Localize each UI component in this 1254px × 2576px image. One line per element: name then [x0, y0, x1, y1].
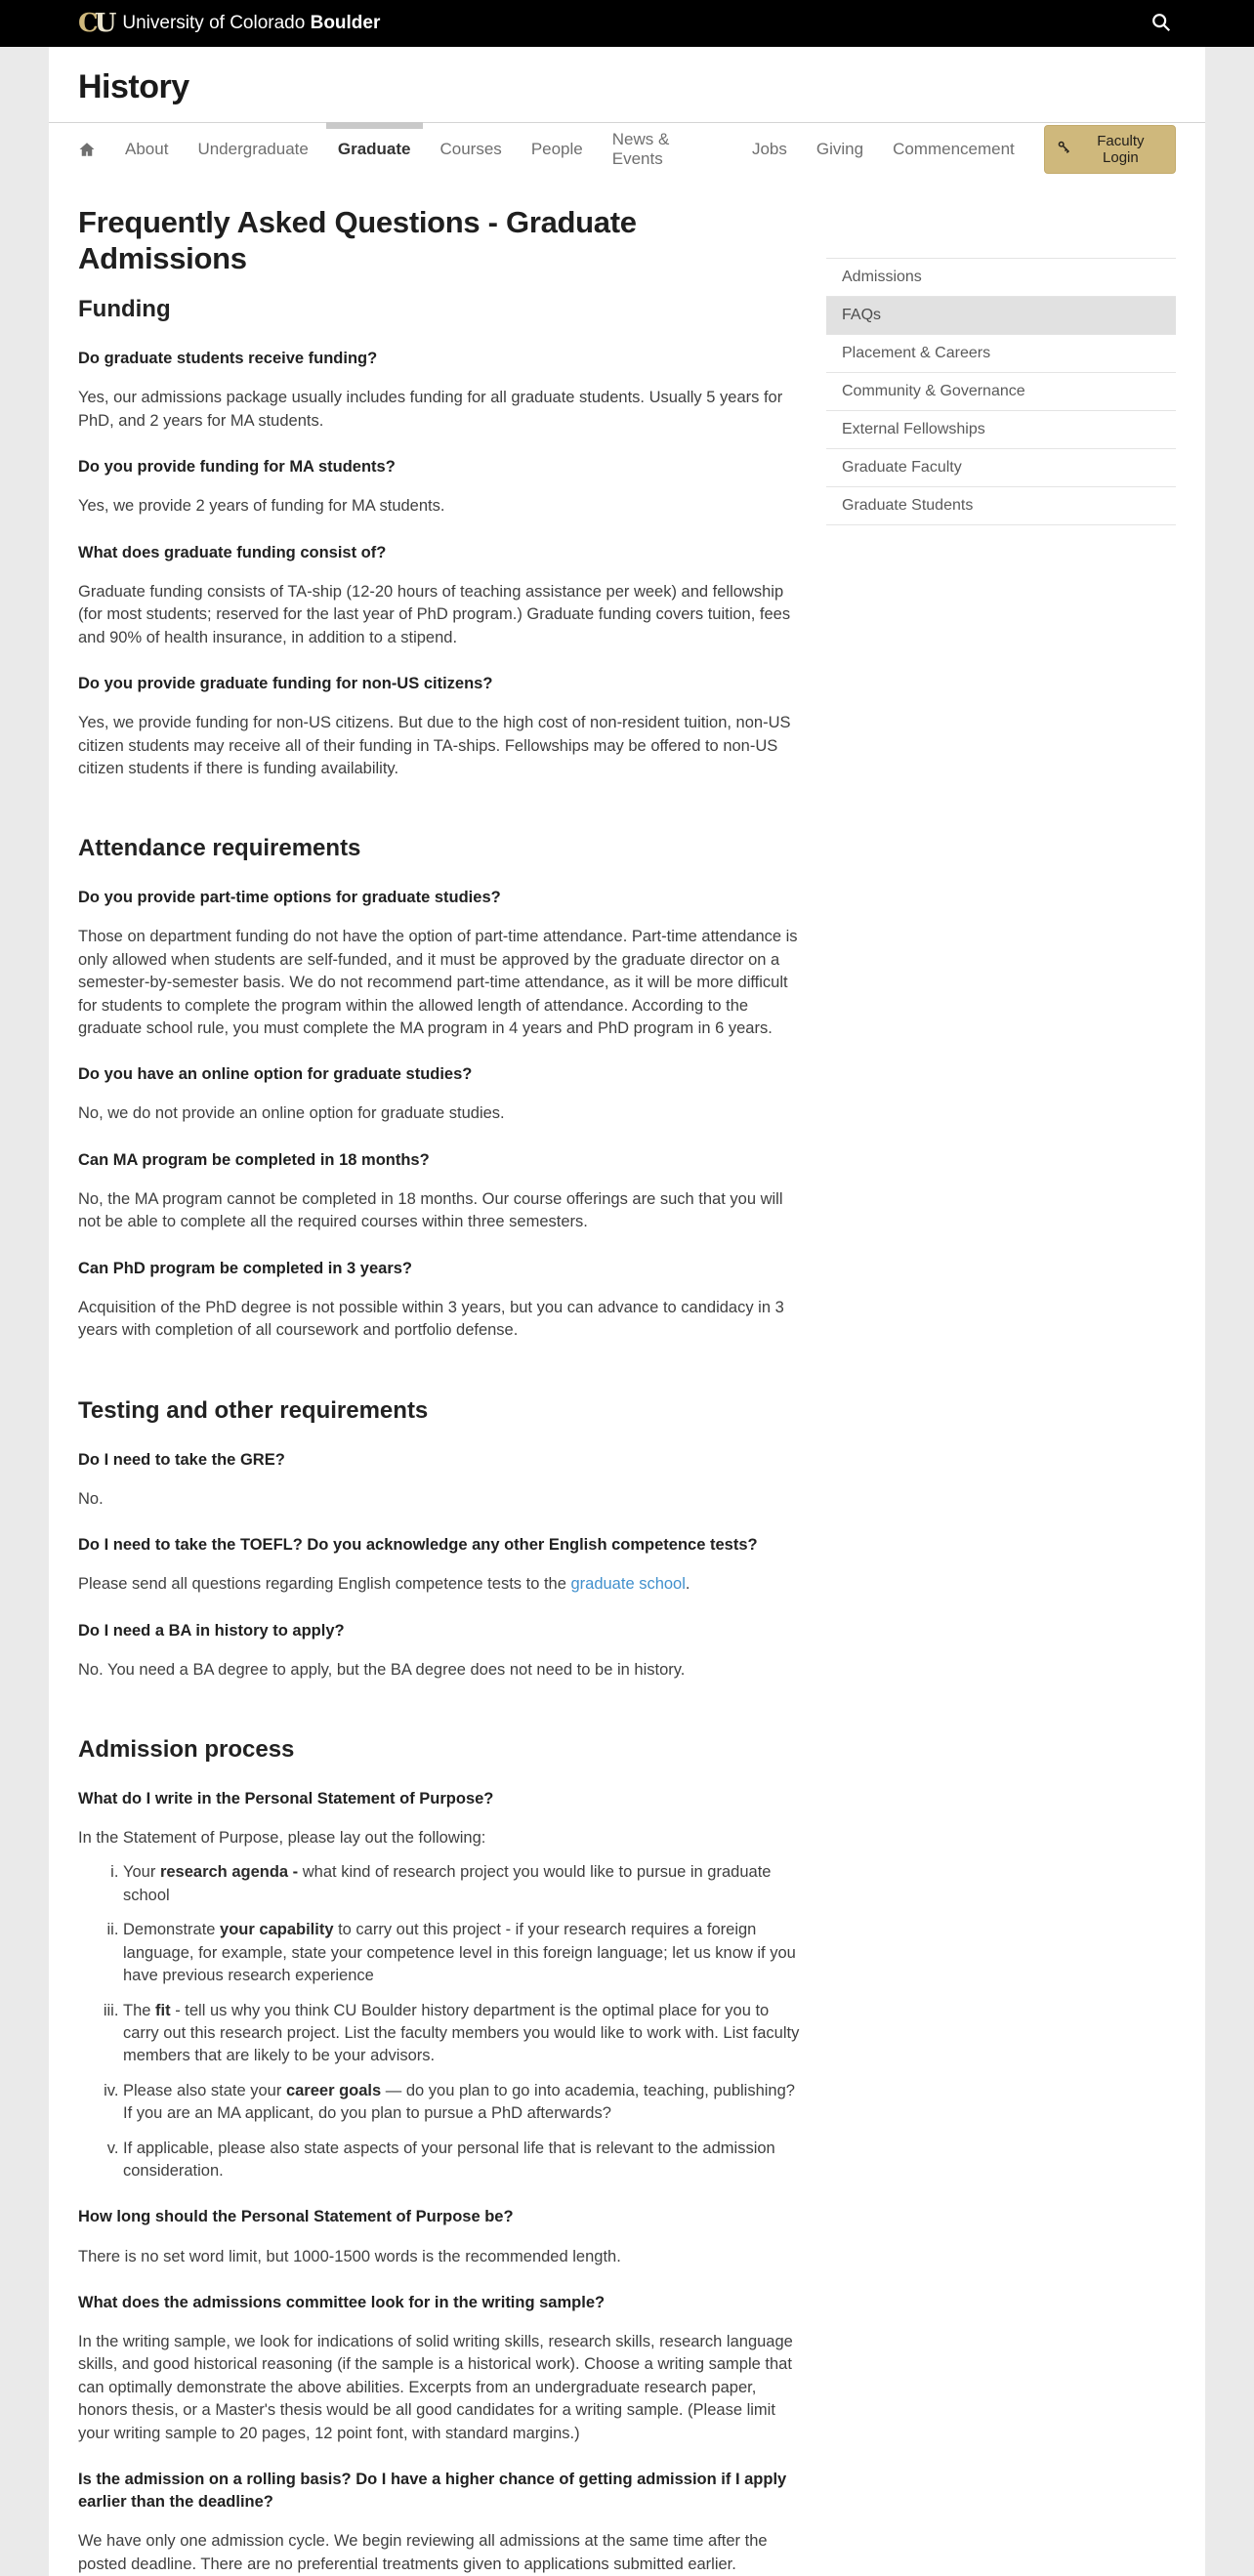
list-item: v. If applicable, please also state aspects of your personal life that is relevant to the admission consideration. [123, 2138, 801, 2183]
nav-item-courses[interactable]: Courses [439, 139, 502, 158]
faq-question: Can PhD program be completed in 3 years? [78, 1259, 413, 1277]
section-heading-attendance: Attendance requirements [78, 835, 361, 862]
faq-answer: No. [78, 1489, 104, 1508]
nav-item-about[interactable]: About [125, 139, 169, 158]
nav-item-commencement[interactable]: Commencement [893, 139, 1015, 158]
faculty-login-label: Faculty Login [1097, 132, 1145, 166]
faq-question: Is the admission on a rolling basis? Do I have a higher chance of getting admission if I apply earlier than the deadline? [78, 2471, 787, 2512]
faq-answer: In the Statement of Purpose, please lay out the following: [78, 1828, 486, 1847]
page-container [49, 47, 1205, 2576]
faq-answer: We have only one admission cycle. We begin reviewing all admissions at the same time after the posted deadline. There are no preferential treatments given to applications submitted earlier. [78, 2532, 768, 2573]
faq-question: How long should the Personal Statement of Purpose be? [78, 2208, 514, 2226]
sidebar-item-external-fellowships[interactable]: External Fellowships [826, 411, 1176, 449]
faq-main-column [78, 175, 801, 2576]
faq-answer: No. You need a BA degree to apply, but the BA degree does not need to be in history. [78, 1660, 686, 1679]
list-item: i. Your research agenda - what kind of research project you would like to pursue in graduate school [123, 1861, 801, 1907]
section-heading-admission-process: Admission process [78, 1736, 295, 1764]
nav-item-graduate[interactable]: Graduate [338, 123, 411, 175]
faq-answer: Acquisition of the PhD degree is not possible within 3 years, but you can advance to candidacy in 3 years with completion of all coursework and portfolio defense. [78, 1298, 784, 1340]
cu-interlock-logo-icon: CU [78, 9, 113, 38]
faq-answer: Yes, we provide funding for non-US citizens. But due to the high cost of non-resident tuition, non-US citizen students may receive all of their funding in TA-ships. Fellowships may be offered to non-US citizen students if there is funding availability. [78, 714, 791, 777]
list-item: ii. Demonstrate your capability to carry out this project - if your research requires a foreign language, for example, state your competence level in this foreign language; let us know if you have previous research experience [123, 1919, 801, 1987]
faq-question: What does the admissions committee look for in the writing sample? [78, 2293, 606, 2311]
campus-topbar [0, 0, 1254, 47]
faq-question: Do I need to take the TOEFL? Do you acknowledge any other English competence tests? [78, 1536, 758, 1555]
home-icon[interactable] [78, 141, 96, 158]
sidebar-item-community-governance[interactable]: Community & Governance [826, 373, 1176, 411]
faq-question: Do you provide funding for MA students? [78, 458, 396, 477]
sidebar-item-admissions[interactable]: Admissions [826, 259, 1176, 297]
search-icon [1150, 21, 1172, 36]
faq-question: Can MA program be completed in 18 months? [78, 1150, 430, 1169]
sidebar-item-faqs[interactable]: FAQs [826, 297, 1176, 335]
answer-text: Please send all questions regarding English competence tests to the [78, 1575, 571, 1594]
list-item: iii. The fit - tell us why you think CU Boulder history department is the optimal place for you to carry out this research project. List the faculty members you would like to work with. List faculty members that are likely to be your advisors. [123, 2000, 801, 2068]
faq-question: Do I need a BA in history to apply? [78, 1621, 345, 1640]
nav-item-jobs[interactable]: Jobs [751, 139, 787, 158]
graduate-school-link[interactable]: graduate school [570, 1575, 686, 1594]
site-title: History [78, 68, 189, 105]
faq-question: Do you provide part-time options for graduate studies? [78, 889, 501, 907]
department-nav [49, 122, 1205, 175]
nav-item-undergraduate[interactable]: Undergraduate [197, 139, 309, 158]
faculty-login-button[interactable] [1044, 125, 1176, 174]
answer-text: . [685, 1575, 690, 1594]
sidebar-item-placement-careers[interactable]: Placement & Careers [826, 335, 1176, 373]
nav-item-people[interactable]: People [530, 139, 583, 158]
university-name: University of Colorado Boulder [122, 13, 381, 33]
statement-of-purpose-list [78, 1861, 801, 2182]
faq-answer: Yes, our admissions package usually includes funding for all graduate students. Usually 5 years for PhD, and 2 years for MA students. [78, 389, 783, 430]
page-title: Frequently Asked Questions - Graduate Admissions [78, 205, 637, 276]
faq-answer [78, 1573, 801, 1596]
faq-answer: Graduate funding consists of TA-ship (12-20 hours of teaching assistance per week) and fellowship (for most students; reserved for the last year of PhD program.) Graduate funding covers tuition, fees and 90% of health insurance, in addition to a stipend. [78, 582, 791, 646]
section-heading-funding: Funding [78, 296, 171, 323]
faq-answer: There is no set word limit, but 1000-1500 words is the recommended length. [78, 2247, 621, 2265]
section-sidebar [826, 258, 1176, 525]
faq-question: What do I write in the Personal Statement of Purpose? [78, 1789, 494, 1807]
faq-answer: No, the MA program cannot be completed in 18 months. Our course offerings are such that you will not be able to complete all the required courses within three semesters. [78, 1189, 783, 1231]
sidebar-item-graduate-students[interactable]: Graduate Students [826, 487, 1176, 525]
faq-question: What does graduate funding consist of? [78, 543, 387, 561]
faq-question: Do you provide graduate funding for non-US citizens? [78, 674, 493, 692]
faq-question: Do you have an online option for graduate studies? [78, 1065, 473, 1084]
cu-boulder-logo[interactable] [78, 11, 380, 36]
sidebar-item-graduate-faculty[interactable]: Graduate Faculty [826, 449, 1176, 487]
key-icon [1057, 140, 1071, 158]
section-heading-testing: Testing and other requirements [78, 1396, 429, 1424]
faq-answer: Those on department funding do not have the option of part-time attendance. Part-time attendance is only allowed when students are self-funded, and it must be approved by the graduate director on a semester-by-semester basis. We do not recommend part-time attendance, as it will be more difficult for students to complete the program within the allowed length of attendance. According to the graduate school rule, you must complete the MA program in 4 years and PhD program in 6 years. [78, 928, 798, 1037]
faq-answer: Yes, we provide 2 years of funding for MA students. [78, 497, 445, 516]
faq-answer: In the writing sample, we look for indications of solid writing skills, research skills, research language skills, and good historical reasoning (if the sample is a historical work). Choose a writing sample that can optimally demonstrate the above abilities. Excerpts from an undergraduate research paper, honors thesis, or a Master's thesis would be all good candidates for a writing sample. (Please limit your writing sample to 20 pages, 12 point font, with standard margins.) [78, 2333, 793, 2442]
faq-question: Do graduate students receive funding? [78, 350, 378, 368]
nav-item-news-events[interactable]: News & Events [611, 129, 670, 168]
search-button[interactable] [1147, 8, 1176, 40]
nav-item-giving[interactable]: Giving [815, 139, 864, 158]
faq-answer: No, we do not provide an online option for graduate studies. [78, 1104, 505, 1123]
list-item: iv. Please also state your career goals — do you plan to go into academia, teaching, publishing? If you are an MA applicant, do you plan to pursue a PhD afterwards? [123, 2080, 801, 2126]
faq-question: Do I need to take the GRE? [78, 1450, 285, 1469]
